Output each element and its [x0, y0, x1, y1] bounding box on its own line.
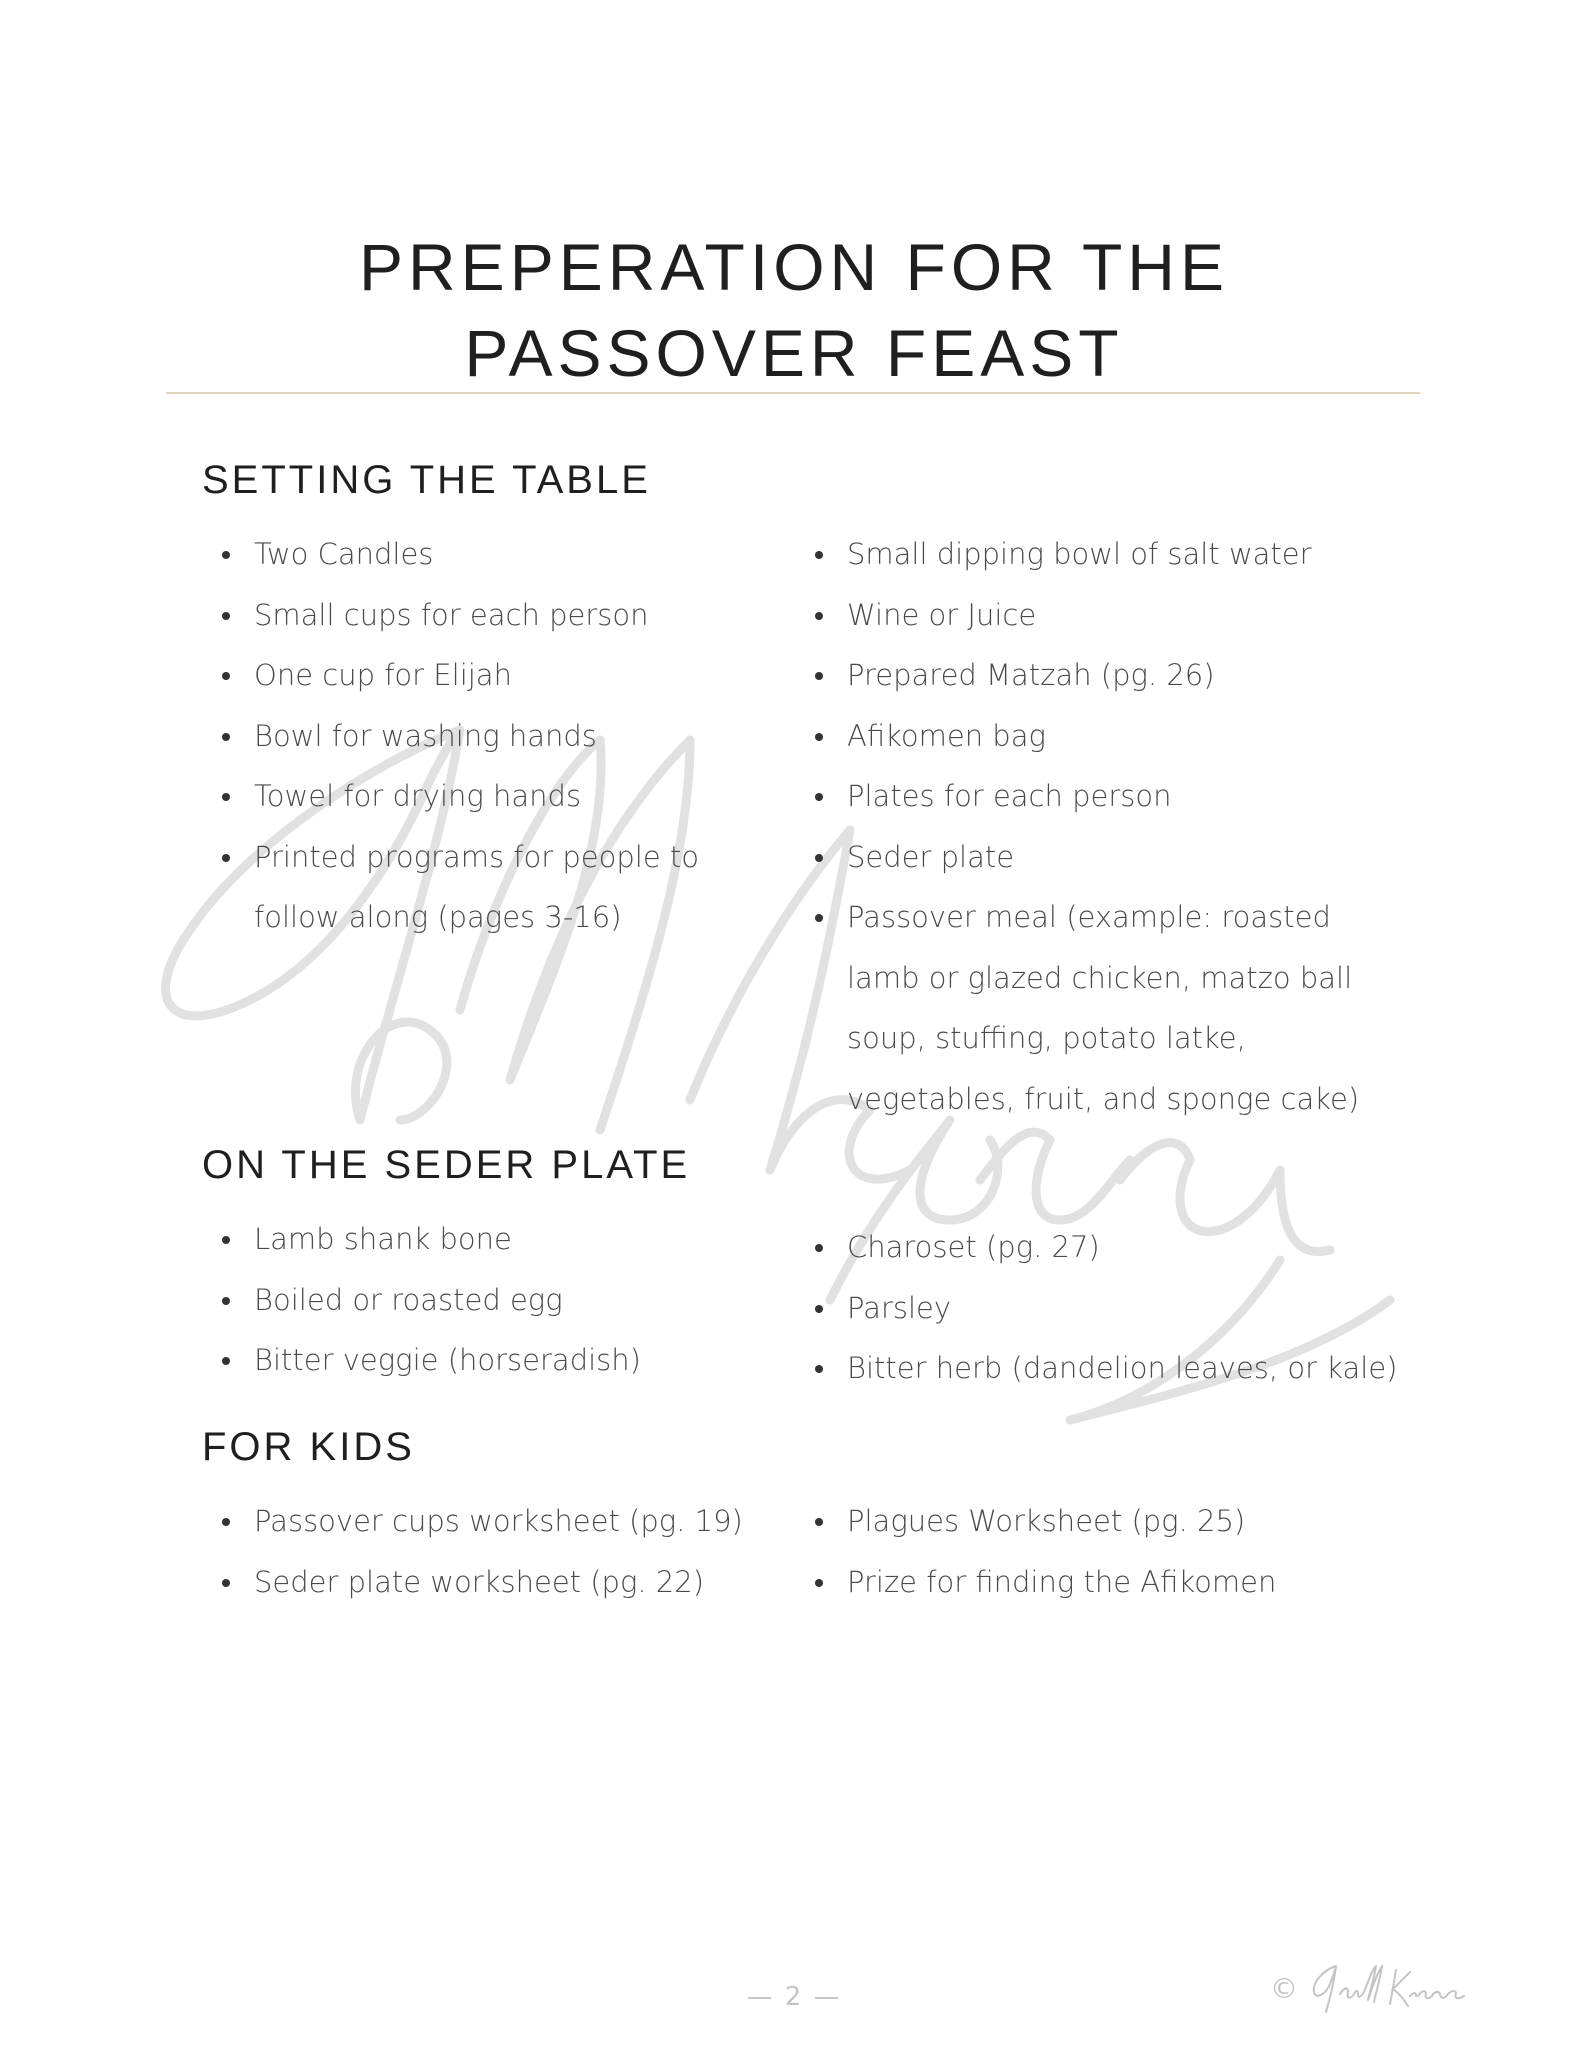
page-title — [0, 224, 1588, 396]
setting-table-list-left — [202, 524, 742, 948]
page-number: — 2 — — [746, 1982, 842, 2012]
list-item: Passover meal (example: roasted lamb or glazed chicken, matzo ball soup, stuffing, potato latke, vegetables, fruit, and sponge cake) — [795, 887, 1375, 1129]
list-item: Two Candles — [202, 524, 742, 585]
list-item: Plagues Worksheet (pg. 25) — [795, 1491, 1375, 1552]
list-item: Wine or Juice — [795, 585, 1375, 646]
list-item: Seder plate — [795, 827, 1375, 888]
list-item: Seder plate worksheet (pg. 22) — [202, 1552, 782, 1613]
list-item: Prepared Matzah (pg. 26) — [795, 645, 1375, 706]
list-item: Bowl for washing hands — [202, 706, 742, 767]
title-divider — [166, 392, 1420, 394]
copyright-icon: © — [1270, 1972, 1298, 2005]
list-item: Boiled or roasted egg — [202, 1270, 762, 1331]
section-heading-for-kids: FOR KIDS — [202, 1425, 415, 1469]
seder-plate-list-left — [202, 1209, 762, 1391]
list-item: Prize for finding the Afikomen — [795, 1552, 1375, 1613]
list-item: Bitter veggie (horseradish) — [202, 1330, 762, 1391]
list-item: Charoset (pg. 27) — [795, 1217, 1395, 1278]
for-kids-list-right — [795, 1491, 1375, 1612]
list-item: Small cups for each person — [202, 585, 742, 646]
list-item: Bitter herb (dandelion leaves, or kale) — [795, 1338, 1395, 1399]
list-item: Lamb shank bone — [202, 1209, 762, 1270]
list-item: Afikomen bag — [795, 706, 1375, 767]
list-item: Passover cups worksheet (pg. 19) — [202, 1491, 782, 1552]
setting-table-list-right — [795, 524, 1375, 1129]
list-item: Plates for each person — [795, 766, 1375, 827]
title-line-2: PASSOVER FEAST — [464, 316, 1124, 391]
list-item: Printed programs for people to follow along (pages 3-16) — [202, 827, 742, 948]
for-kids-list-left — [202, 1491, 782, 1612]
title-line-1: PREPERATION FOR THE — [359, 230, 1229, 305]
section-heading-setting-table: SETTING THE TABLE — [202, 458, 651, 502]
section-heading-seder-plate: ON THE SEDER PLATE — [202, 1143, 691, 1187]
signature-logo — [1306, 1960, 1476, 2020]
list-item: Small dipping bowl of salt water — [795, 524, 1375, 585]
list-item: Towel for drying hands — [202, 766, 742, 827]
list-item: Parsley — [795, 1278, 1395, 1339]
seder-plate-list-right — [795, 1217, 1398, 1399]
list-item: One cup for Elijah — [202, 645, 742, 706]
